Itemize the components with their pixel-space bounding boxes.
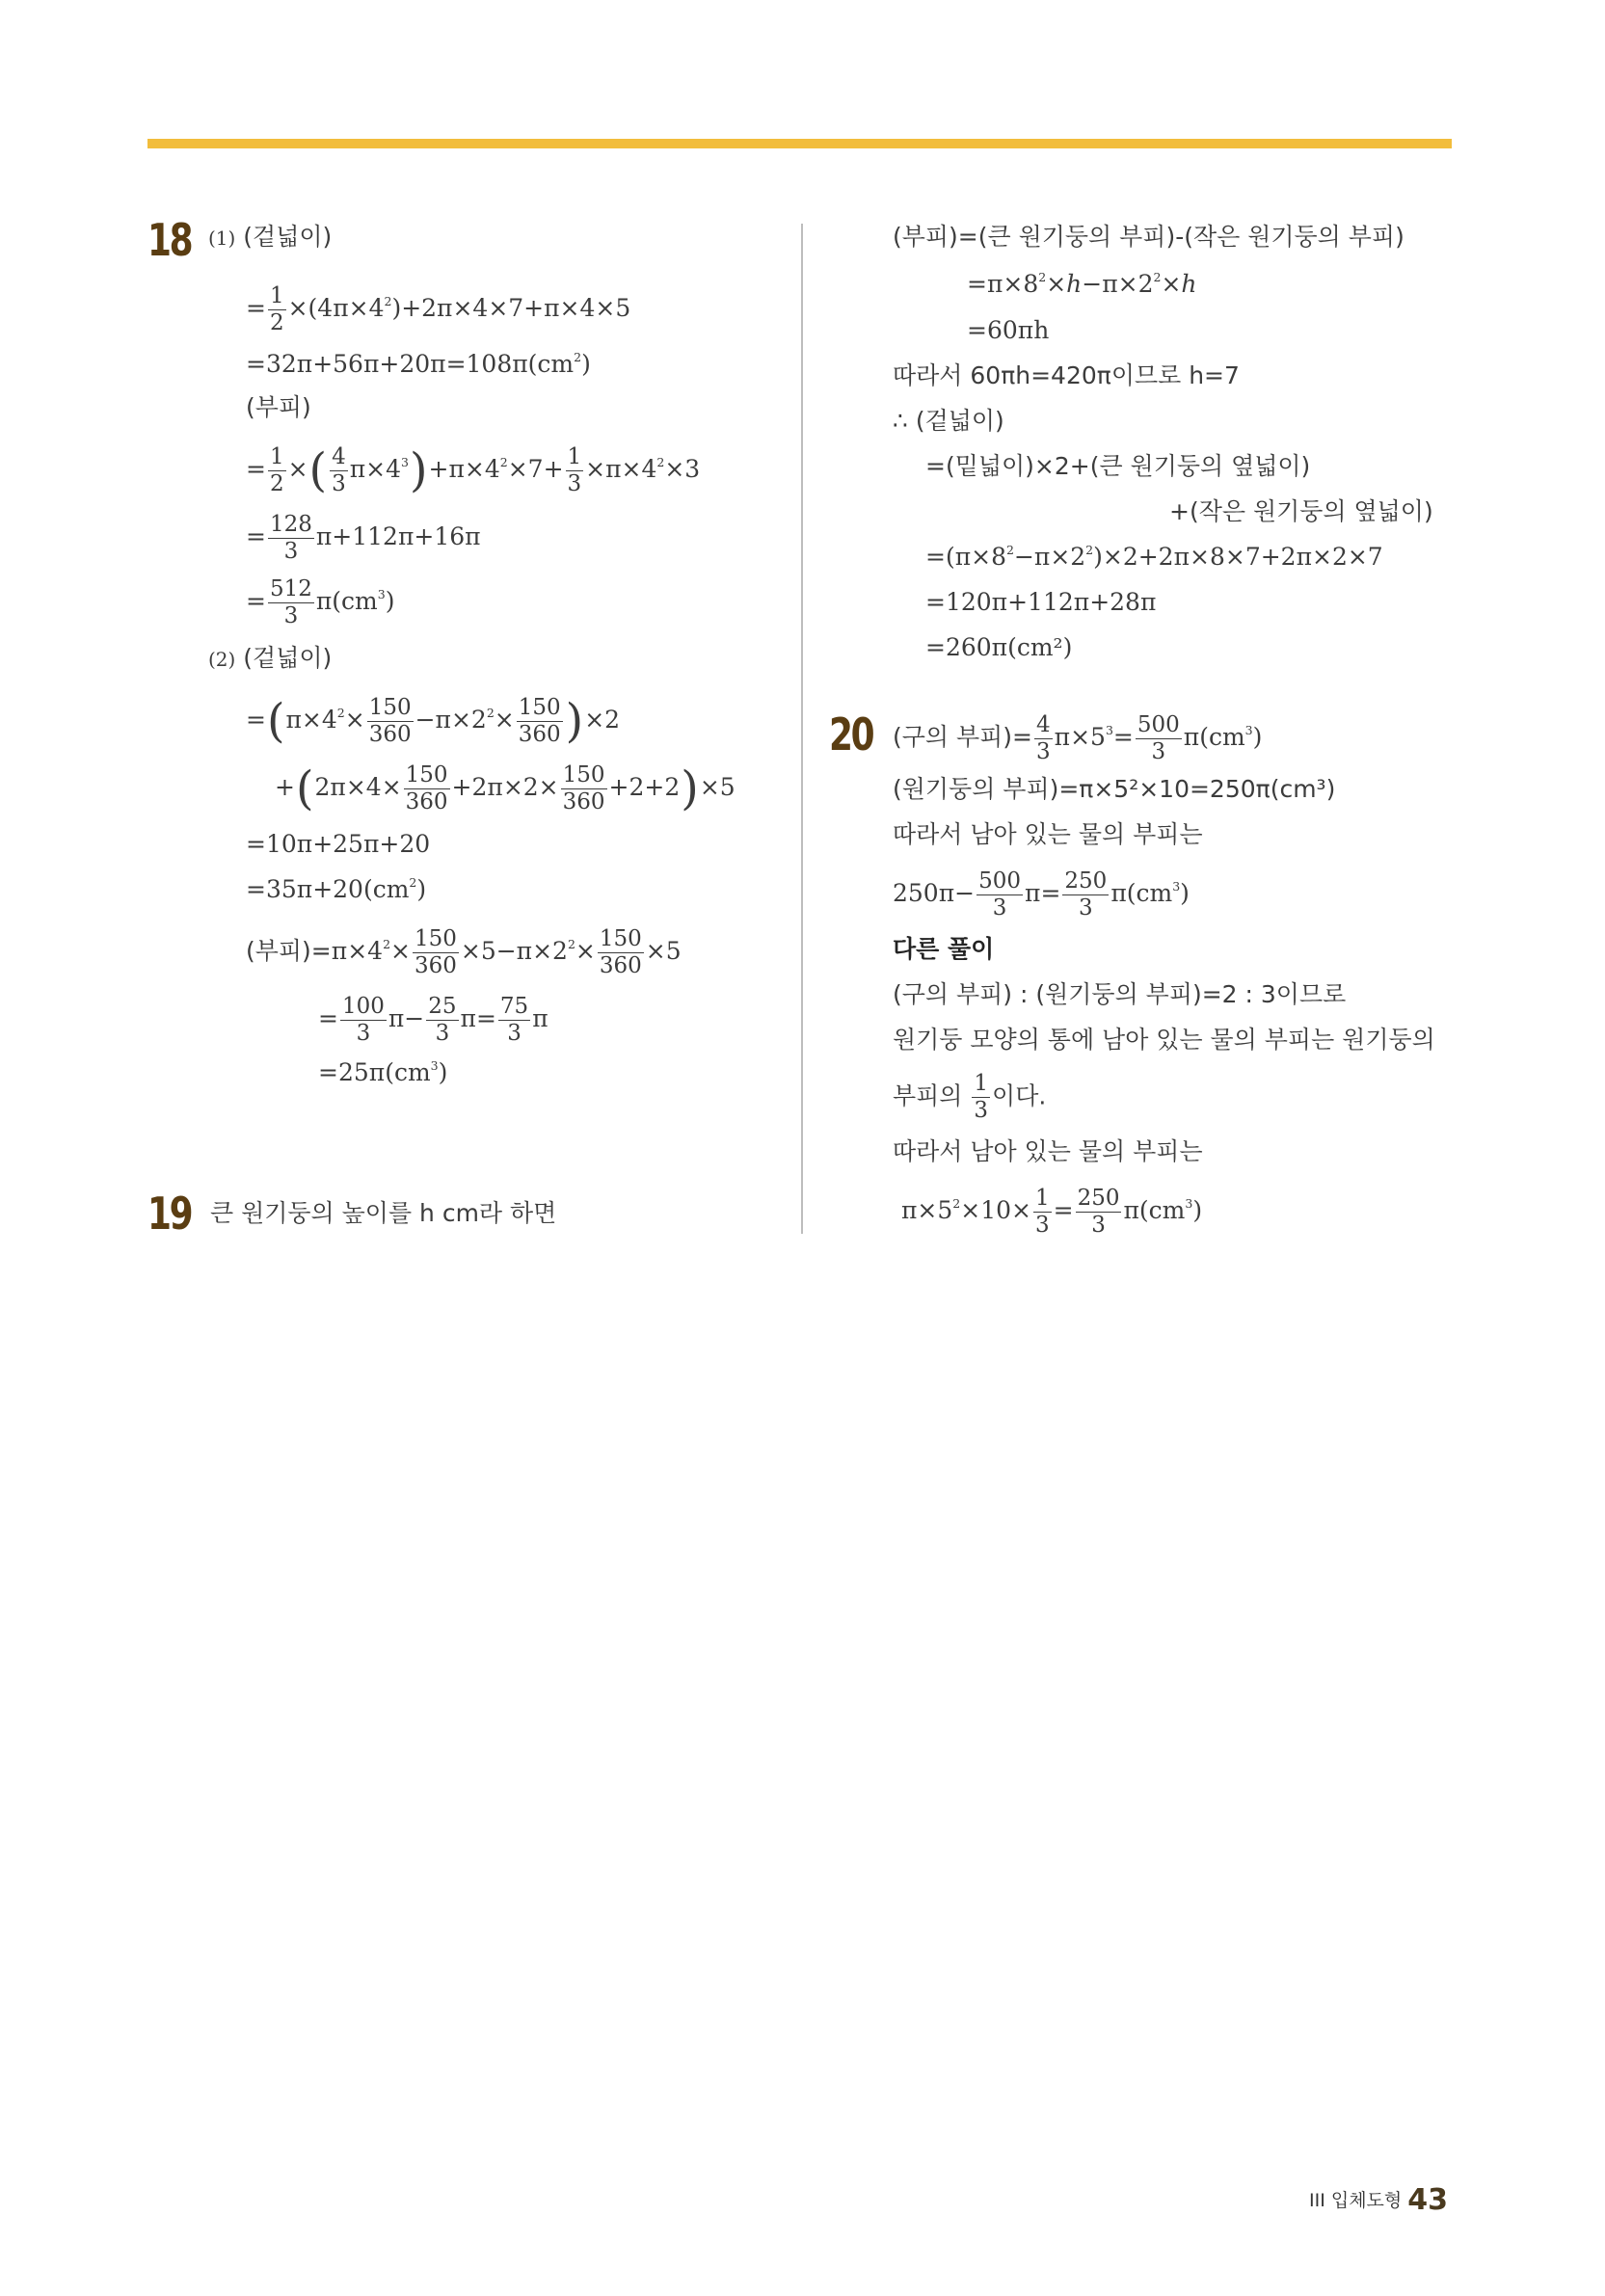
p18-eq-line: = $\frac{100}{3}$ π− $\frac{25}{3}$ π= $\frac{75}{3}$ π <box>318 994 548 1046</box>
p20-alt-line: 원기둥 모양의 통에 남아 있는 물의 부피는 원기둥의 <box>893 1026 1435 1054</box>
p20-cylinder-line: (원기둥의 부피)=π×5²×10=250π(cm³) <box>893 775 1336 803</box>
p19-intro: 큰 원기둥의 높이를 h cm라 하면 <box>210 1199 557 1227</box>
p20-eq-line: $\pi\times 5^2\times 10\times$ $\frac{1}{3}$ = $\frac{250}{3}$ $\pi(cm^3)$ <box>901 1186 1203 1238</box>
p18-eq-line: = $\frac{128}{3}$ π+112π+16π <box>246 512 481 564</box>
p19-volume-line: (부피)=(큰 원기둥의 부피)-(작은 원기둥의 부피) <box>893 223 1404 251</box>
p19-eq-line: $=\pi\times 8^2\times h-\pi\times 2^2\times h$ <box>967 269 1197 298</box>
p18-eq-line: +(2π×4× $\frac{150}{360}$ +2π×2× $\frac{150}{360}$ +2+2)×5 <box>275 761 736 815</box>
p19-therefore-line: ∴ (겉넓이) <box>893 407 1004 435</box>
problem-number-18: 18 <box>147 214 192 266</box>
p19-eq-line: =260π(cm²) <box>925 633 1073 661</box>
p18-volume-label-2: (부피)= <box>246 937 332 965</box>
p18-part2-header <box>208 646 332 670</box>
p19-eq-line: $=(\pi\times 8^2-\pi\times 2^2)\times 2+2\pi\times 8\times 7+2\pi\times 2\times 7$ <box>925 542 1383 571</box>
p18-eq-line: $=(\pi\times 4^2\times$ $\frac{150}{360}$ $-\pi\times 2^2\times$ $\frac{150}{360}$ )×2 <box>246 694 621 748</box>
p18-eq-line: = $\frac{1}{2}$ ×( $\frac{4}{3}$ $\pi\times 4^3)+\pi\times 4^2\times 7+$ $\frac{1}{3}$ $\times\pi\times 4^2\times 3$ <box>246 443 701 497</box>
p18-part1-marker: (1) <box>208 227 236 250</box>
header-accent-bar <box>147 139 1452 148</box>
p20-sphere-line: (구의 부피)= $\frac{4}{3}$ $\pi\times 5^3=$ $\frac{500}{3}$ $\pi(cm^3)$ <box>893 712 1263 764</box>
p18-eq-line: =10π+25π+20 <box>246 830 431 858</box>
p20-eq-line: 250π− $\frac{500}{3}$ π= $\frac{250}{3}$ $\pi(cm^3)$ <box>893 868 1190 921</box>
p18-part2-marker: (2) <box>208 648 236 671</box>
page-number: 43 <box>1407 2183 1449 2217</box>
p18-surface-label-1: (겉넓이) <box>243 223 333 251</box>
p18-eq-line: $=32\pi+56\pi+20\pi=108\pi(cm^2)$ <box>246 349 591 378</box>
p20-alt-title: 다른 풀이 <box>893 935 995 963</box>
p20-sphere-label: (구의 부피)= <box>893 723 1033 751</box>
column-divider <box>801 224 803 1234</box>
page-footer <box>1309 2183 1448 2217</box>
p18-eq-line: = $\frac{1}{2}$ $\times(4\pi\times 4^2)+2\pi\times 4\times 7+\pi\times 4\times 5$ <box>246 283 631 335</box>
problem-number-19: 19 <box>147 1188 192 1240</box>
p18-eq-line: (부피)$=\pi\times 4^2\times$ $\frac{150}{360}$ $\times 5-\pi\times 2^2\times$ $\frac{150}{360}$ ×5 <box>246 926 682 978</box>
p18-part1-header <box>208 225 332 249</box>
problem-number-20: 20 <box>829 708 873 761</box>
p19-sa-line: +(작은 원기둥의 옆넓이) <box>1169 497 1433 525</box>
p20-alt-line: 부피의 $\frac{1}{3}$ 이다. <box>893 1071 1047 1123</box>
p18-volume-label-1: (부피) <box>246 393 311 421</box>
p20-ratio-line: (구의 부피) : (원기둥의 부피)=2 : 3이므로 <box>893 980 1347 1008</box>
p19-eq-line: =60πh <box>967 316 1050 344</box>
p18-eq-line: $=25\pi(cm^3)$ <box>318 1057 448 1086</box>
p20-remaining-line-2: 따라서 남아 있는 물의 부피는 <box>893 1137 1203 1165</box>
p20-remaining-line: 따라서 남아 있는 물의 부피는 <box>893 820 1203 848</box>
p18-surface-label-2: (겉넓이) <box>243 644 333 672</box>
p19-conclusion: 따라서 60πh=420π이므로 h=7 <box>893 361 1240 389</box>
p20-alt-line3-post: 이다. <box>992 1081 1047 1110</box>
p18-eq-line: $=35\pi+20(cm^2)$ <box>246 874 427 903</box>
p19-eq-line: =120π+112π+28π <box>925 588 1157 616</box>
p20-alt-line3-pre: 부피의 <box>893 1081 963 1110</box>
p18-eq-line: = $\frac{512}{3}$ $\pi(cm^3)$ <box>246 576 395 628</box>
chapter-label: III 입체도형 <box>1309 2190 1403 2211</box>
p19-sa-line: =(밑넓이)×2+(큰 원기둥의 옆넓이) <box>925 452 1311 480</box>
